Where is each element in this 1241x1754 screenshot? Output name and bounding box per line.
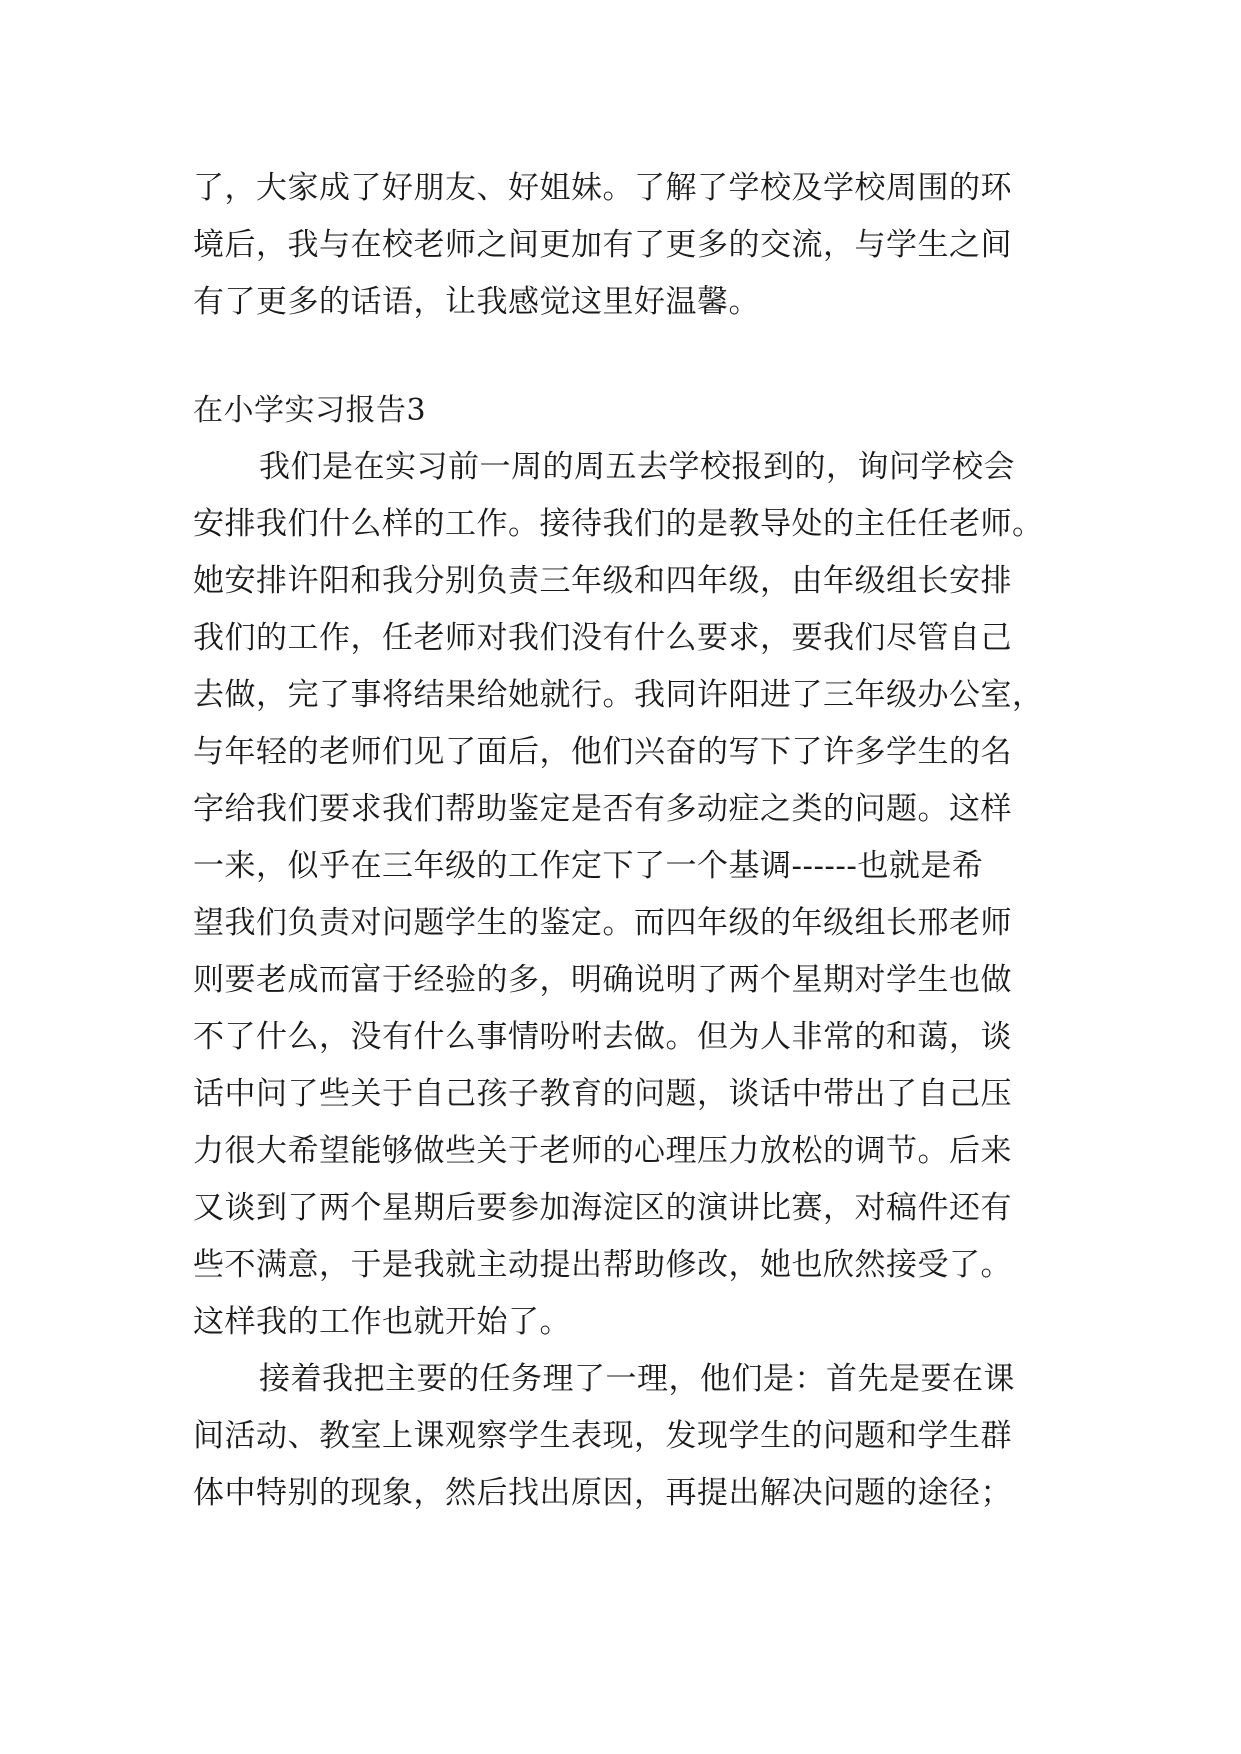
paragraph2-line-1: 接着我把主要的任务理了一理，他们是：首先是要在课 [259, 1361, 1015, 1397]
paragraph2-line-3: 体中特别的现象，然后找出原因，再提出解决问题的途径； [193, 1475, 1012, 1511]
paragraph1-line-4: 我们的工作，任老师对我们没有什么要求，要我们尽管自己 [193, 620, 1012, 656]
paragraph1-line-3: 她安排许阳和我分别负责三年级和四年级，由年级组长安排 [193, 563, 1012, 599]
paragraph2-line-2: 间活动、教室上课观察学生表现，发现学生的问题和学生群 [193, 1418, 1012, 1454]
paragraph1-line-6: 与年轻的老师们见了面后，他们兴奋的写下了许多学生的名 [193, 734, 1012, 770]
paragraph1-line-7: 字给我们要求我们帮助鉴定是否有多动症之类的问题。这样 [193, 791, 1012, 827]
paragraph1-line-9: 望我们负责对问题学生的鉴定。而四年级的年级组长邢老师 [193, 905, 1012, 941]
paragraph1-line-15: 些不满意，于是我就主动提出帮助修改，她也欣然接受了。 [193, 1247, 1012, 1283]
section-title: 在小学实习报告3 [193, 393, 427, 428]
paragraph1-line-8: 一来，似乎在三年级的工作定下了一个基调------也就是希 [193, 848, 984, 884]
paragraph1-line-10: 则要老成而富于经验的多，明确说明了两个星期对学生也做 [193, 962, 1012, 998]
intro-line-2: 境后，我与在校老师之间更加有了更多的交流，与学生之间 [193, 227, 1012, 263]
paragraph1-line-14: 又谈到了两个星期后要参加海淀区的演讲比赛，对稿件还有 [193, 1190, 1012, 1226]
paragraph1-line-2: 安排我们什么样的工作。接待我们的是教导处的主任任老师。 [193, 506, 1044, 542]
paragraph1-line-1: 我们是在实习前一周的周五去学校报到的，询问学校会 [259, 449, 1015, 485]
document-body [193, 160, 1053, 1522]
paragraph1-line-5: 去做，完了事将结果给她就行。我同许阳进了三年级办公室， [193, 677, 1044, 713]
intro-line-1: 了，大家成了好朋友、好姐妹。了解了学校及学校周围的环 [193, 170, 1012, 206]
paragraph1-line-11: 不了什么，没有什么事情吩咐去做。但为人非常的和蔼，谈 [193, 1019, 1012, 1055]
paragraph1-line-16: 这样我的工作也就开始了。 [193, 1304, 571, 1340]
paragraph1-line-13: 力很大希望能够做些关于老师的心理压力放松的调节。后来 [193, 1133, 1012, 1169]
section-spacer [193, 331, 1053, 382]
paragraph1-line-12: 话中问了些关于自己孩子教育的问题，谈话中带出了自己压 [193, 1076, 1012, 1112]
intro-line-3: 有了更多的话语，让我感觉这里好温馨。 [193, 284, 760, 320]
